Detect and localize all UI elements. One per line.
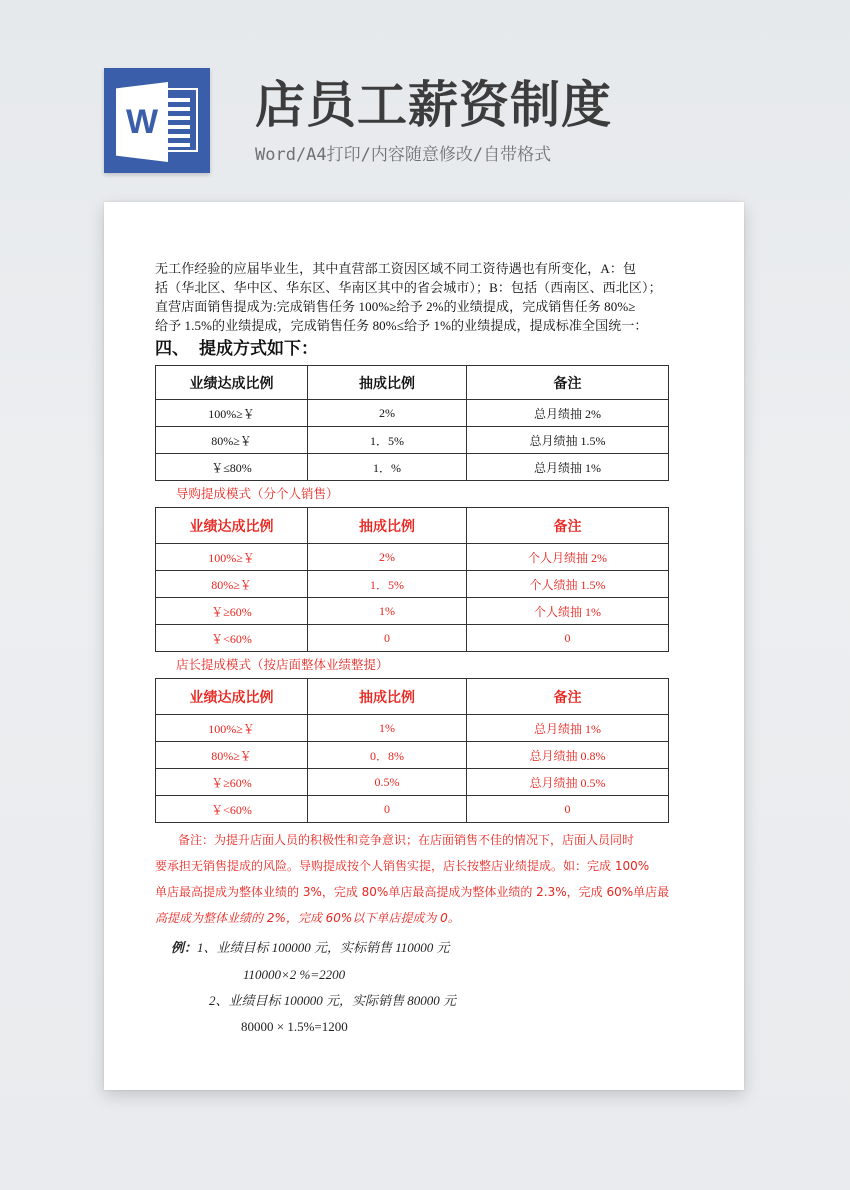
- cell-remark: 总月绩抽 0.5%: [467, 769, 669, 796]
- intro-line: 给予 1.5%的业绩提成，完成销售任务 80%≤给予 1%的业绩提成，提成标准全国统一：: [155, 318, 648, 333]
- header-commission-ratio: 抽成比例: [308, 366, 467, 400]
- note-line: 高提成为整体业绩的 2%，完成 60%以下单店提成为 0。: [155, 911, 460, 925]
- table-header-row: [156, 366, 669, 400]
- document-page: [104, 202, 744, 1090]
- section-number: 四、: [155, 339, 189, 359]
- cell-achievement: 80%≥￥: [156, 742, 308, 769]
- table-row: [156, 742, 669, 769]
- intro-line: 直营店面销售提成为:完成销售任务 100%≥给予 2%的业绩提成，完成销售任务 80%≥: [155, 299, 636, 314]
- cell-achievement: 100%≥￥: [156, 400, 308, 427]
- header-commission-ratio: 抽成比例: [308, 508, 467, 544]
- cell-remark: 个人月绩抽 2%: [467, 544, 669, 571]
- guide-table-caption: 导购提成模式（分个人销售）: [176, 486, 339, 501]
- cell-achievement: ￥≥60%: [156, 598, 308, 625]
- header-commission-ratio: 抽成比例: [308, 679, 467, 715]
- table-row: [156, 571, 669, 598]
- cell-remark: 总月绩抽 1.5%: [467, 427, 669, 454]
- commission-table-manager: [155, 678, 669, 823]
- example-1-calculation: 110000×2 %=2200: [243, 967, 346, 982]
- header-achievement-ratio: 业绩达成比例: [156, 366, 308, 400]
- banner-title: 店员工薪资制度: [255, 76, 612, 134]
- example-2-calculation: 80000 × 1.5%=1200: [241, 1019, 348, 1034]
- header-achievement-ratio: 业绩达成比例: [156, 679, 308, 715]
- word-icon: [104, 68, 210, 173]
- table-row: [156, 715, 669, 742]
- cell-commission: 0.5%: [308, 769, 467, 796]
- section-title: 提成方式如下：: [199, 339, 318, 359]
- note-line: 备注：为提升店面人员的积极性和竞争意识；在店面销售不佳的情况下，店面人员同时: [178, 833, 635, 847]
- cell-commission: 1．5%: [308, 427, 467, 454]
- commission-table-general: [155, 365, 669, 481]
- examples-block: [155, 935, 667, 1040]
- cell-remark: 总月绩抽 2%: [467, 400, 669, 427]
- header-achievement-ratio: 业绩达成比例: [156, 508, 308, 544]
- cell-commission: 0: [308, 625, 467, 652]
- document-content: [155, 259, 670, 1040]
- cell-achievement: ￥<60%: [156, 625, 308, 652]
- note-line: 单店最高提成为整体业绩的 3%，完成 80%单店最高提成为整体业绩的 2.3%，完成 60%单店最: [155, 885, 670, 899]
- cell-commission: 2%: [308, 544, 467, 571]
- cell-achievement: ￥<60%: [156, 796, 308, 823]
- remark-note: [155, 827, 675, 931]
- cell-commission: 1．5%: [308, 571, 467, 598]
- intro-line: 括（华北区、华中区、华东区、华南区其中的省会城市）；B：包括（西南区、西北区）；: [155, 280, 662, 295]
- cell-achievement: ￥≤80%: [156, 454, 308, 481]
- manager-table-caption: 店长提成模式（按店面整体业绩整提）: [176, 657, 389, 672]
- table-header-row: [156, 679, 669, 715]
- cell-remark: 0: [467, 796, 669, 823]
- cell-commission: 1．%: [308, 454, 467, 481]
- cell-remark: 0: [467, 625, 669, 652]
- header-remark: 备注: [467, 679, 669, 715]
- header-remark: 备注: [467, 508, 669, 544]
- example-lead: 例：: [171, 941, 198, 956]
- example-2: 2、业绩目标 100000 元，实际销售 80000 元: [209, 993, 457, 1008]
- table-row: [156, 544, 669, 571]
- cell-remark: 总月绩抽 1%: [467, 715, 669, 742]
- table-row: [156, 796, 669, 823]
- table-row: [156, 598, 669, 625]
- table-row: [156, 427, 669, 454]
- cell-commission: 0: [308, 796, 467, 823]
- cell-commission: 0．8%: [308, 742, 467, 769]
- table-header-row: [156, 508, 669, 544]
- cell-achievement: 80%≥￥: [156, 571, 308, 598]
- cell-commission: 2%: [308, 400, 467, 427]
- table-row: [156, 769, 669, 796]
- intro-line: 无工作经验的应届毕业生，其中直营部工资因区域不同工资待遇也有所变化，A：包: [155, 261, 637, 276]
- cell-achievement: 80%≥￥: [156, 427, 308, 454]
- section-heading: [155, 337, 667, 361]
- cell-achievement: 100%≥￥: [156, 715, 308, 742]
- cell-achievement: ￥≥60%: [156, 769, 308, 796]
- table-row: [156, 454, 669, 481]
- cell-commission: 1%: [308, 598, 467, 625]
- intro-paragraph: [155, 259, 667, 335]
- cell-remark: 个人绩抽 1%: [467, 598, 669, 625]
- cell-achievement: 100%≥￥: [156, 544, 308, 571]
- table-row: [156, 400, 669, 427]
- commission-table-guide: [155, 507, 669, 652]
- table-row: [156, 625, 669, 652]
- cell-remark: 总月绩抽 1%: [467, 454, 669, 481]
- cell-remark: 总月绩抽 0.8%: [467, 742, 669, 769]
- example-1-text: 1、业绩目标 100000 元，实标销售 110000 元: [197, 940, 450, 955]
- note-line: 要承担无销售提成的风险。导购提成按个人销售实提，店长按整店业绩提成。如：完成 100%: [155, 859, 650, 873]
- banner-subtitle: Word/A4打印/内容随意修改/自带格式: [255, 145, 552, 165]
- cell-commission: 1%: [308, 715, 467, 742]
- word-letter: W: [125, 103, 159, 141]
- header-remark: 备注: [467, 366, 669, 400]
- example-1: [155, 935, 667, 962]
- cell-remark: 个人绩抽 1.5%: [467, 571, 669, 598]
